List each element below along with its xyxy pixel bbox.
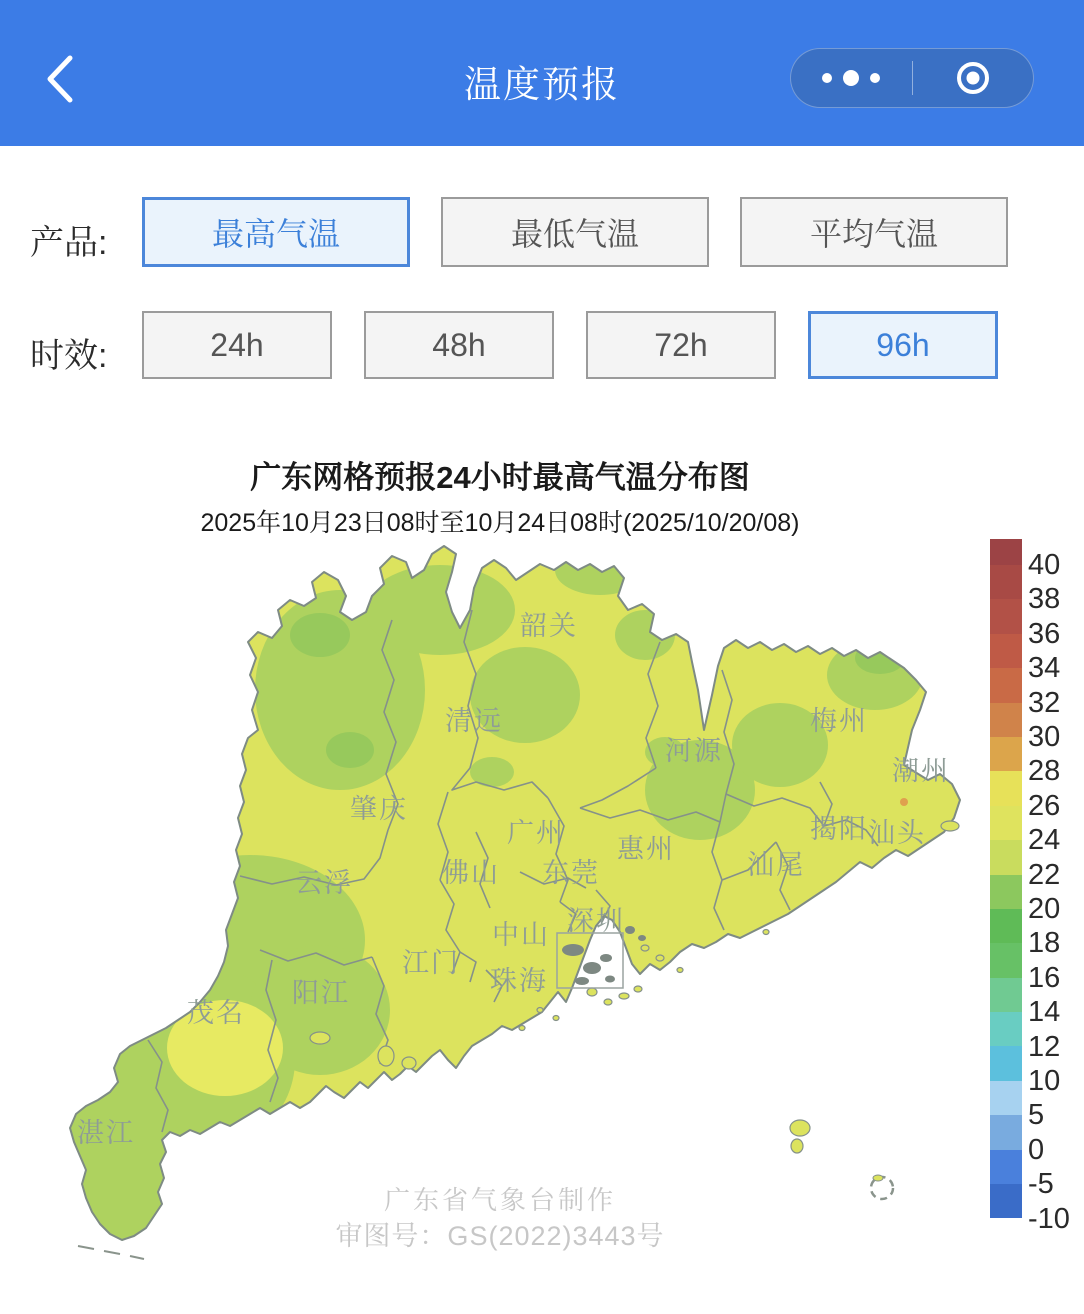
guangdong-forecast-map — [20, 540, 980, 1260]
scale-tick-28: 28 — [1028, 755, 1061, 788]
duration-options — [142, 311, 998, 379]
scale-tick-30: 30 — [1028, 721, 1061, 753]
scale-tick-32: 32 — [1028, 686, 1061, 719]
temperature-scale-labels — [1028, 539, 1084, 1239]
scale-tick-10: 10 — [1028, 1065, 1061, 1097]
minimize-button[interactable] — [913, 49, 1034, 107]
scale-tick-38: 38 — [1028, 583, 1061, 616]
city-label-惠州: 惠州 — [617, 834, 675, 864]
scale-segment — [990, 737, 1022, 771]
scale-tick-18: 18 — [1028, 927, 1061, 960]
scale-tick-0: 0 — [1028, 1133, 1045, 1166]
city-label-河源: 河源 — [665, 736, 723, 766]
target-circle-icon — [953, 58, 993, 98]
warm-spot — [900, 798, 908, 806]
scale-tick-16: 16 — [1028, 961, 1061, 994]
city-label-珠海: 珠海 — [490, 966, 548, 996]
scale-segment — [990, 978, 1022, 1012]
scale-tick-34: 34 — [1028, 652, 1061, 685]
map-subtitle: 2025年10月23日08时至10月24日08时(2025/10/20/08) — [200, 509, 800, 537]
scale-tick-24: 24 — [1028, 824, 1061, 857]
scale-segment — [990, 806, 1022, 840]
scale-segment — [990, 1081, 1022, 1115]
city-label-茂名: 茂名 — [187, 998, 245, 1028]
city-label-湛江: 湛江 — [77, 1118, 135, 1148]
scale-segment — [990, 909, 1022, 943]
city-label-清远: 清远 — [445, 706, 503, 736]
credit-map-license: 审图号：GS(2022)3443号 — [335, 1221, 665, 1251]
page-title: 温度预报 — [464, 64, 620, 105]
scale-tick-12: 12 — [1028, 1030, 1061, 1063]
scale-segment — [990, 840, 1022, 874]
miniprogram-capsule — [790, 48, 1034, 108]
scale-segment — [990, 703, 1022, 737]
product-option-平均气温[interactable]: 平均气温 — [740, 197, 1008, 267]
scale-tick-14: 14 — [1028, 996, 1061, 1029]
province-fill — [20, 540, 980, 1260]
duration-option-24h[interactable]: 24h — [142, 311, 332, 379]
city-label-广州: 广州 — [507, 818, 565, 848]
product-filter-label: 产品: — [30, 224, 108, 262]
scale-tick-26: 26 — [1028, 789, 1061, 822]
scale-tick-40: 40 — [1028, 549, 1061, 581]
product-option-最低气温[interactable]: 最低气温 — [441, 197, 709, 267]
ellipsis-icon — [809, 66, 893, 90]
city-label-汕头: 汕头 — [868, 818, 926, 848]
city-label-佛山: 佛山 — [442, 858, 500, 888]
scale-segment — [990, 539, 1022, 565]
product-option-最高气温[interactable]: 最高气温 — [142, 197, 410, 267]
city-label-潮州: 潮州 — [892, 756, 950, 786]
city-label-云浮: 云浮 — [295, 868, 353, 898]
scale-tick-20: 20 — [1028, 893, 1061, 925]
scale-tick--10: -10 — [1028, 1202, 1070, 1235]
scale-segment — [990, 1184, 1022, 1218]
city-label-阳江: 阳江 — [292, 978, 350, 1008]
product-options — [142, 197, 1008, 267]
city-label-江门: 江门 — [402, 948, 460, 978]
scale-segment — [990, 1115, 1022, 1149]
city-label-深圳: 深圳 — [567, 906, 625, 936]
scale-segment — [990, 1046, 1022, 1080]
scale-segment — [990, 1012, 1022, 1046]
city-label-汕尾: 汕尾 — [747, 850, 805, 880]
nav-bar — [0, 0, 1084, 146]
scale-segment — [990, 771, 1022, 805]
credit-producer: 广东省气象台制作 — [383, 1185, 616, 1215]
city-label-东莞: 东莞 — [542, 858, 600, 888]
duration-option-72h[interactable]: 72h — [586, 311, 776, 379]
map-title: 广东网格预报24小时最高气温分布图 — [250, 460, 750, 495]
scale-tick--5: -5 — [1028, 1168, 1054, 1201]
scale-segment — [990, 599, 1022, 633]
scale-segment — [990, 565, 1022, 599]
city-label-揭阳: 揭阳 — [810, 814, 868, 844]
temperature-scale-bar — [990, 539, 1022, 1218]
duration-filter-label: 时效: — [30, 337, 108, 375]
city-label-肇庆: 肇庆 — [350, 794, 408, 824]
scale-segment — [990, 1150, 1022, 1184]
city-label-梅州: 梅州 — [810, 706, 868, 736]
city-label-韶关: 韶关 — [520, 611, 578, 641]
duration-option-48h[interactable]: 48h — [364, 311, 554, 379]
scale-segment — [990, 875, 1022, 909]
more-button[interactable] — [791, 49, 912, 107]
duration-option-96h[interactable]: 96h — [808, 311, 998, 379]
scale-segment — [990, 668, 1022, 702]
scale-tick-5: 5 — [1028, 1099, 1045, 1132]
city-label-中山: 中山 — [492, 920, 550, 950]
scale-tick-22: 22 — [1028, 858, 1061, 891]
scale-segment — [990, 634, 1022, 668]
scale-segment — [990, 943, 1022, 977]
scale-tick-36: 36 — [1028, 617, 1061, 650]
